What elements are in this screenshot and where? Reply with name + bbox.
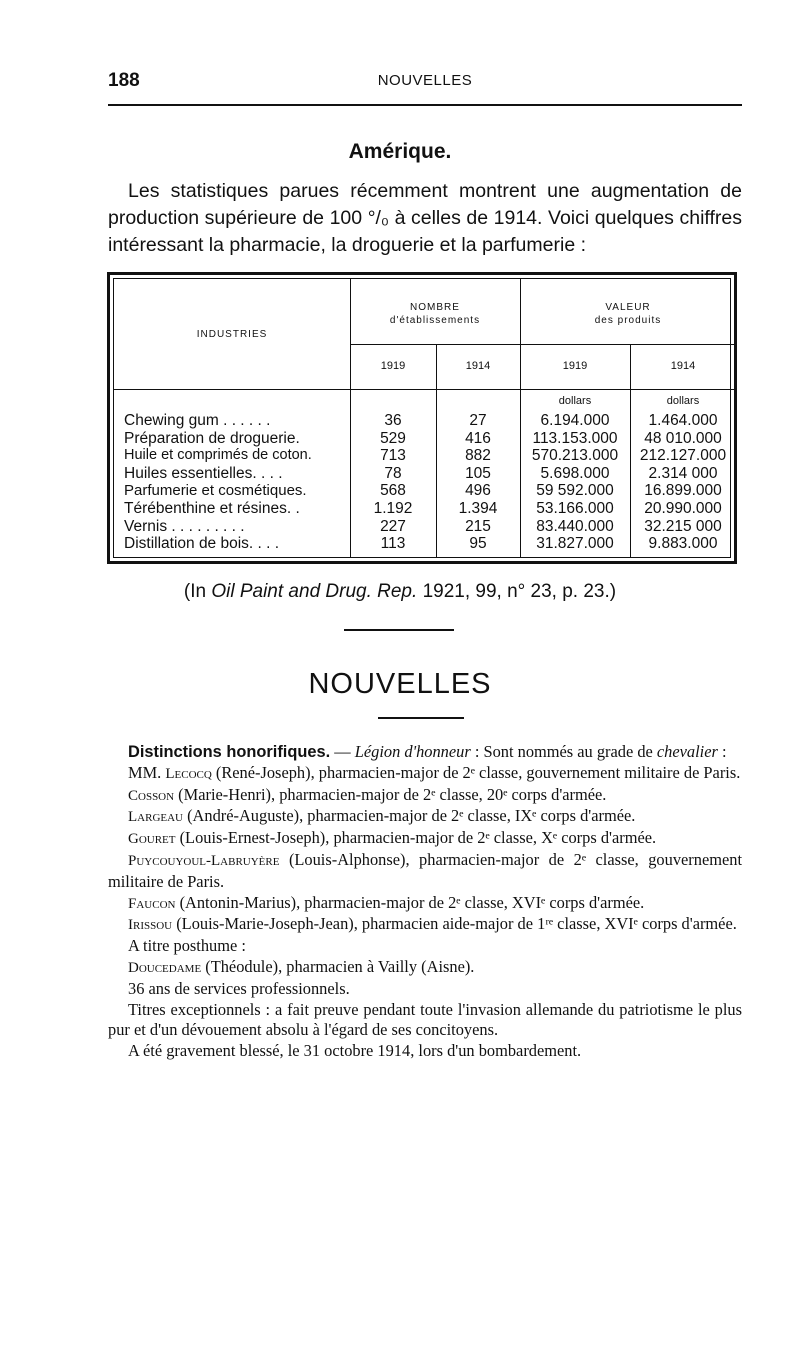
- entry-prefix: MM.: [128, 762, 166, 782]
- cell-count-1919: 36: [384, 412, 402, 429]
- table-row: [114, 465, 736, 483]
- table-row: [114, 482, 736, 500]
- entry-text: (Louis-Ernest-Joseph), pharmacien-major de 2ᵉ classe, Xᵉ corps d'armée.: [175, 828, 657, 848]
- cell-industry: Térébenthine et résines. .: [124, 499, 300, 517]
- cell-count-1914: 95: [469, 535, 487, 553]
- source-citation: [0, 581, 800, 603]
- source-open: (In: [183, 581, 212, 602]
- legion-rest: : Sont nommés au grade de: [470, 742, 657, 761]
- blesse-line: A été gravement blessé, le 31 octobre 1914, lors d'un bombardement.: [128, 1041, 582, 1061]
- cell-industry: Vernis . . . . . . . . .: [124, 517, 245, 535]
- table-row: [114, 447, 736, 465]
- cell-count-1914: 27: [469, 412, 487, 429]
- cell-value-1919: 83.440.000: [536, 517, 614, 535]
- cell-industry: Huiles essentielles. . . .: [124, 464, 283, 482]
- entry-name: Lecocq: [165, 765, 212, 782]
- distinctions-paragraph: [108, 742, 742, 763]
- news-body: [108, 742, 742, 1062]
- entry-text: (André-Auguste), pharmacien-major de 2ᵉ classe, IXᵉ corps d'armée.: [183, 806, 636, 826]
- page-number: 188: [108, 70, 140, 91]
- cell-value-1919: 6.194.000: [540, 412, 610, 429]
- header-year: 1919: [562, 360, 588, 372]
- news-title-rule: [378, 717, 464, 719]
- legion-label: Légion d'honneur: [354, 742, 471, 761]
- chevalier-label: chevalier: [656, 742, 718, 761]
- table-body: [114, 412, 736, 553]
- entry-name: Cosson: [128, 787, 175, 804]
- header-count-line2: d'établissements: [389, 315, 481, 326]
- section-title: Amérique.: [348, 140, 452, 163]
- entry-paragraph: [108, 763, 742, 785]
- cell-industry: Huile et comprimés de coton.: [124, 447, 312, 464]
- cell-value-1914: 2.314 000: [648, 464, 718, 482]
- entry-paragraph: [108, 914, 742, 936]
- cell-value-1914: 16.899.000: [644, 482, 722, 500]
- header-year: 1914: [465, 360, 491, 372]
- separator-rule: [344, 629, 454, 631]
- entry-name: Puycouyoul-Labruyère: [128, 852, 280, 869]
- cell-count-1914: 496: [465, 482, 491, 500]
- cell-count-1919: 713: [380, 447, 406, 465]
- cell-value-1914: 48 010.000: [644, 429, 722, 447]
- entry-paragraph: [108, 785, 742, 807]
- row-divider: [350, 344, 736, 345]
- entry-name: Gouret: [128, 831, 176, 848]
- header-year: 1914: [670, 360, 696, 372]
- cell-count-1914: 215: [465, 517, 491, 535]
- source-journal: Oil Paint and Drug. Rep.: [211, 581, 418, 602]
- services-line: 36 ans de services professionnels.: [128, 978, 350, 998]
- header-industries: INDUSTRIES: [196, 329, 268, 340]
- header-value-line1: VALEUR: [605, 302, 651, 313]
- cell-value-1919: 113.153.000: [532, 429, 618, 447]
- row-divider: [114, 389, 736, 390]
- cell-count-1919: 529: [380, 429, 406, 447]
- entry-text: (Antonin-Marius), pharmacien-major de 2ᵉ classe, XVIᵉ corps d'armée.: [175, 892, 645, 912]
- colon: :: [717, 742, 727, 761]
- entry-text: (Théodule), pharmacien à Vailly (Aisne).: [201, 956, 475, 976]
- cell-count-1919: 1.192: [373, 499, 413, 517]
- table-inner-frame: [113, 278, 731, 558]
- header-count-line1: NOMBRE: [410, 302, 460, 313]
- cell-value-1914: 1.464.000: [648, 412, 718, 429]
- cell-count-1914: 105: [465, 464, 491, 482]
- cell-count-1919: 568: [380, 482, 406, 500]
- running-title: NOUVELLES: [377, 72, 473, 89]
- cell-count-1914: 416: [465, 429, 491, 447]
- dash: —: [330, 742, 355, 761]
- header-value-group: [520, 301, 736, 327]
- cell-count-1919: 113: [380, 535, 406, 553]
- distinctions-label: Distinctions honorifiques.: [128, 743, 331, 761]
- entry-name: Doucedame: [128, 959, 202, 976]
- cell-value-1914: 20.990.000: [644, 499, 722, 517]
- entry-name: Irissou: [128, 917, 173, 934]
- entry-text: (Louis-Alphonse), pharmacien-major de 2ᵉ classe, gouvernement militaire de Paris.: [108, 849, 742, 891]
- titres-paragraph: Titres exceptionnels : a fait preuve pendant toute l'invasion allemande du patriotisme le plus pur et d'un dévouement absolu à l'égard de ses concitoyens.: [108, 999, 742, 1040]
- news-title: NOUVELLES: [308, 668, 492, 700]
- entry-text: (Louis-Marie-Joseph-Jean), pharmacien aide-major de 1ʳᵉ classe, XVIᵉ corps d'armée.: [172, 914, 737, 934]
- entry-paragraph: [108, 957, 742, 979]
- header-value-line2: des produits: [594, 315, 662, 326]
- cell-count-1919: 78: [384, 464, 402, 482]
- cell-value-1919: 59 592.000: [536, 482, 614, 500]
- cell-value-1914: 32.215 000: [644, 517, 722, 535]
- cell-industry: Distillation de bois. . . .: [124, 535, 280, 553]
- cell-count-1914: 882: [465, 447, 491, 465]
- table-row: [114, 518, 736, 536]
- header-rule: [108, 104, 742, 106]
- source-ref: 1921, 99, n° 23, p. 23.): [417, 581, 617, 602]
- entry-text: (René-Joseph), pharmacien-major de 2ᵉ classe, gouvernement militaire de Paris.: [211, 762, 741, 782]
- cell-industry: Préparation de droguerie.: [124, 429, 300, 447]
- entry-paragraph: [108, 893, 742, 915]
- header-year: 1919: [380, 360, 406, 372]
- table-row: [114, 430, 736, 448]
- entry-paragraph: [108, 850, 742, 893]
- cell-industry: Chewing gum . . . . . .: [124, 412, 271, 429]
- table-row: [114, 412, 736, 430]
- cell-count-1914: 1.394: [458, 499, 498, 517]
- posthume-line: A titre posthume :: [128, 936, 246, 956]
- cell-value-1914: 212.127.000: [639, 447, 727, 465]
- cell-value-1919: 31.827.000: [536, 535, 614, 553]
- cell-count-1919: 227: [380, 517, 406, 535]
- unit-label: dollars: [666, 395, 700, 407]
- intro-paragraph: [108, 178, 742, 259]
- running-head: [108, 70, 742, 98]
- entry-paragraph: [108, 828, 742, 850]
- entry-name: Faucon: [128, 895, 176, 912]
- cell-value-1919: 5.698.000: [540, 464, 610, 482]
- cell-value-1919: 570.213.000: [531, 447, 619, 465]
- header-count-group: [350, 301, 520, 327]
- cell-industry: Parfumerie et cosmétiques.: [124, 482, 307, 500]
- entry-name: Largeau: [128, 809, 183, 826]
- intro-text: Les statistiques parues récemment montrent une augmentation de production supérieure de 100 °/₀ à celles de 1914. Voici quelques chiffres intéressant la pharmacie, la droguerie et la parfumerie :: [108, 180, 742, 256]
- table-row: [114, 500, 736, 518]
- statistics-table: [107, 272, 737, 564]
- entry-text: (Marie-Henri), pharmacien-major de 2ᵉ classe, 20ᵉ corps d'armée.: [174, 784, 607, 804]
- unit-label: dollars: [558, 395, 592, 407]
- table-row: [114, 535, 736, 553]
- cell-value-1914: 9.883.000: [648, 535, 718, 553]
- entry-paragraph: [108, 806, 742, 828]
- cell-value-1919: 53.166.000: [536, 499, 614, 517]
